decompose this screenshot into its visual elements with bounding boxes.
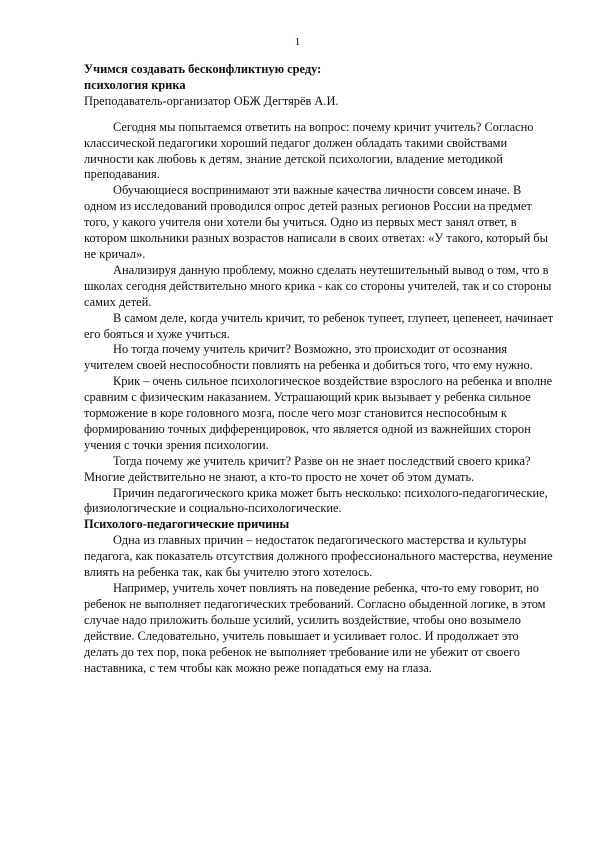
paragraph: Причин педагогического крика может быть несколько: психолого-педагогические, физиологические и социально-психологические. (84, 485, 548, 516)
section-heading: Психолого-педагогические причины (84, 517, 290, 532)
document-body (84, 62, 556, 676)
paragraph: В самом деле, когда учитель кричит, то ребенок тупеет, глупеет, цепенеет, начинает его бояться и хуже учиться. (84, 310, 554, 341)
document-title-line-2: психология крика (84, 77, 186, 92)
paragraph: Сегодня мы попытаемся ответить на вопрос: почему кричит учитель? Согласно классической педагогики хороший педагог должен обладать такими свойствами личности как любовь к детям, знание детской психологии, владение методикой преподавания. (84, 119, 534, 182)
paragraph: Анализируя данную проблему, можно сделать неутешительный вывод о том, что в школах сегодня действительно много крика - как со стороны учителей, так и со стороны самих детей. (84, 262, 552, 309)
paragraph: Тогда почему же учитель кричит? Разве он не знает последствий своего крика? Многие действительно не знают, а кто-то просто не хочет об этом думать. (84, 453, 531, 484)
page-number: 1 (294, 36, 301, 48)
paragraph: Одна из главных причин – недостаток педагогического мастерства и культуры педагога, как показатель отсутствия должного профессионального мастерства, неумение влиять на ребенка так, как бы учителю этого хотелось. (84, 533, 553, 580)
paragraph: Обучающиеся воспринимают эти важные качества личности совсем иначе. В одном из исследований проводился опрос детей разных регионов России на предмет того, у какого учителя они хотели бы учиться. Одно из первых мест занял ответ, в котором школьники разных возрастов написали в своих ответах: «У такого, который бы не кричал». (84, 183, 548, 261)
paragraph: Но тогда почему учитель кричит? Возможно, это происходит от осознания учителем своей неспособности повлиять на ребенка и добиться того, что ему нужно. (84, 342, 533, 373)
paragraph: Крик – очень сильное психологическое воздействие взрослого на ребенка и вполне сравним с физическим наказанием. Устрашающий крик вызывает у ребенка сильное торможение в коре головного мозга, после чего мозг становится неспособным к формированию точных дифференцировок, что является одной из важнейших сторон учения с точки зрения психологии. (84, 374, 553, 452)
author-line: Преподаватель-организатор ОБЖ Дегтярёв А.И. (84, 93, 339, 108)
document-title-line-1: Учимся создавать бесконфликтную среду: (84, 62, 322, 76)
paragraph: Например, учитель хочет повлиять на поведение ребенка, что-то ему говорит, но ребенок не выполняет педагогических требований. Согласно обыденной логике, в этом случае надо приложить больше усилий, усилить воздействие, чтобы оно возымело действие. Следовательно, учитель повышает и усиливает голос. И продолжает это делать до тех пор, пока ребенок не выполняет требование или не убежит от своего наставника, с тем чтобы как можно реже попадаться ему на глаза. (84, 581, 546, 675)
